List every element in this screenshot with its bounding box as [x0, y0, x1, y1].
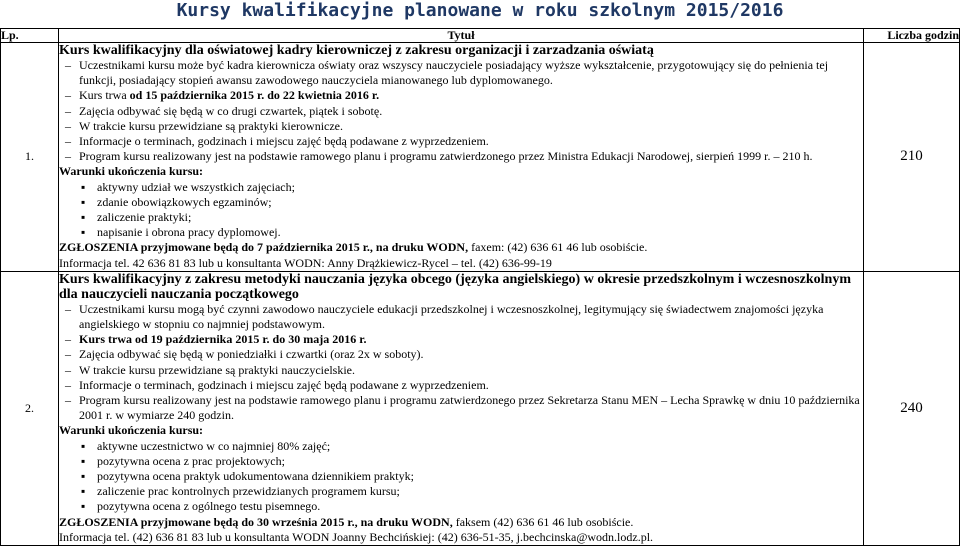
course-dates: Kurs trwa od 19 października 2015 r. do 30 maja 2016 r.: [79, 332, 367, 347]
registration-contact: faksem (42) 636 61 46 lub osobiście.: [452, 514, 634, 529]
list-item: [59, 88, 863, 103]
header-lp: Lp.: [1, 29, 59, 43]
header-title: Tytuł: [59, 29, 864, 43]
list-item: – Zajęcia odbywać się będą w co drugi czwartek, piątek i sobotę.: [59, 104, 863, 119]
conditions-label: Warunki ukończenia kursu:: [59, 423, 204, 438]
list-item: ▪ pozytywna ocena z ogólnego testu pisemnego.: [59, 499, 863, 514]
table-row: [1, 271, 960, 545]
course-title: Kurs kwalifikacyjny dla oświatowej kadry kierowniczej z zakresu organizacji i zarzadzania oświatą: [59, 43, 654, 58]
list-item: ▪ zaliczenie prac kontrolnych przewidzianych programem kursu;: [59, 484, 863, 499]
list-item: – Uczestnikami kursu może być kadra kierownicza oświaty oraz wszyscy nauczyciele posiadający wyższe wykształcenie, przygotowujący się do pełnienia tej funkcji, posiadający stopień awansu zawodowego nauczyciela mianowanego lub dyplomowanego.: [59, 58, 863, 88]
contact-info: Informacja tel. (42) 636 81 83 lub u konsultanta WODN Joanny Bechcińskiej: (42) 636-51-35, j.bechcinska@wodn.lodz.pl.: [59, 529, 654, 544]
row-number: 2.: [1, 271, 59, 545]
list-item: – Informacje o terminach, godzinach i miejscu zajęć będą podawane z wyprzedzeniem.: [59, 378, 863, 393]
conditions-list: [59, 439, 863, 515]
course-dates: od 15 października 2015 r. do 22 kwietnia 2016 r.: [129, 88, 380, 103]
course-title: Kurs kwalifikacyjny z zakresu metodyki nauczania języka obcego (języka angielskiego) w okresie przedszkolnym i wczesnoszkolnym dla nauczycieli nauczania początkowego: [59, 271, 852, 302]
conditions-list: [59, 180, 863, 241]
list-item: ▪ aktywny udział we wszystkich zajęciach;: [59, 180, 863, 195]
course-description: [59, 271, 864, 545]
table-row: [1, 43, 960, 272]
course-hours: 210: [864, 43, 960, 272]
course-description: [59, 43, 864, 272]
page-title: Kursy kwalifikacyjne planowane w roku szkolnym 2015/2016: [176, 0, 784, 21]
table-header-row: [1, 29, 960, 43]
course-bullets: [59, 58, 863, 164]
list-item: ▪ napisanie i obrona pracy dyplomowej.: [59, 225, 863, 240]
course-bullets: [59, 302, 863, 424]
row-number: 1.: [1, 43, 59, 272]
list-item: – Informacje o terminach, godzinach i miejscu zajęć będą podawane z wyprzedzeniem.: [59, 134, 863, 149]
list-item: – Program kursu realizowany jest na podstawie ramowego planu i programu zatwierdzonego przez Sekretarza Stanu MEN – Lecha Sprawkę w dniu 10 października 2001 r. w wymiarze 240 godzin.: [59, 393, 863, 423]
courses-table: [0, 28, 960, 546]
list-item: – W trakcie kursu przewidziane są praktyki nauczycielskie.: [59, 363, 863, 378]
registration-info: [59, 515, 863, 530]
registration-info: [59, 240, 863, 255]
list-item: [59, 332, 863, 347]
list-item: – W trakcie kursu przewidziane są praktyki kierownicze.: [59, 119, 863, 134]
conditions-label: Warunki ukończenia kursu:: [59, 164, 204, 179]
list-item: – Program kursu realizowany jest na podstawie ramowego planu i programu zatwierdzonego przez Ministra Edukacji Narodowej, sierpień 1999 r. – 210 h.: [59, 149, 863, 164]
bullet-prefix: Kurs trwa: [79, 88, 130, 103]
list-item: ▪ zaliczenie praktyki;: [59, 210, 863, 225]
list-item: ▪ pozytywna ocena praktyk udokumentowana dziennikiem praktyk;: [59, 469, 863, 484]
list-item: ▪ aktywne uczestnictwo w co najmniej 80% zajęć;: [59, 439, 863, 454]
registration-deadline: ZGŁOSZENIA przyjmowane będą do 30 września 2015 r., na druku WODN,: [59, 514, 453, 529]
contact-info: Informacja tel. 42 636 81 83 lub u konsultanta WODN: Anny Drążkiewicz-Rycel – tel. (42) 636-99-19: [59, 255, 552, 270]
list-item: ▪ zdanie obowiązkowych egzaminów;: [59, 195, 863, 210]
list-item: – Uczestnikami kursu mogą być czynni zawodowo nauczyciele edukacji przedszkolnej i wczesnoszkolnej, legitymujący się świadectwem znajomości języka angielskiego w stopniu co najmniej podstawowym.: [59, 302, 863, 332]
course-hours: 240: [864, 271, 960, 545]
list-item: – Zajęcia odbywać się będą w poniedziałki i czwartki (oraz 2x w soboty).: [59, 347, 863, 362]
registration-deadline: ZGŁOSZENIA przyjmowane będą do 7 października 2015 r., na druku WODN,: [59, 240, 469, 255]
registration-contact: faxem: (42) 636 61 46 lub osobiście.: [468, 240, 648, 255]
list-item: ▪ pozytywna ocena z prac projektowych;: [59, 454, 863, 469]
header-hours: Liczba godzin: [864, 29, 960, 43]
